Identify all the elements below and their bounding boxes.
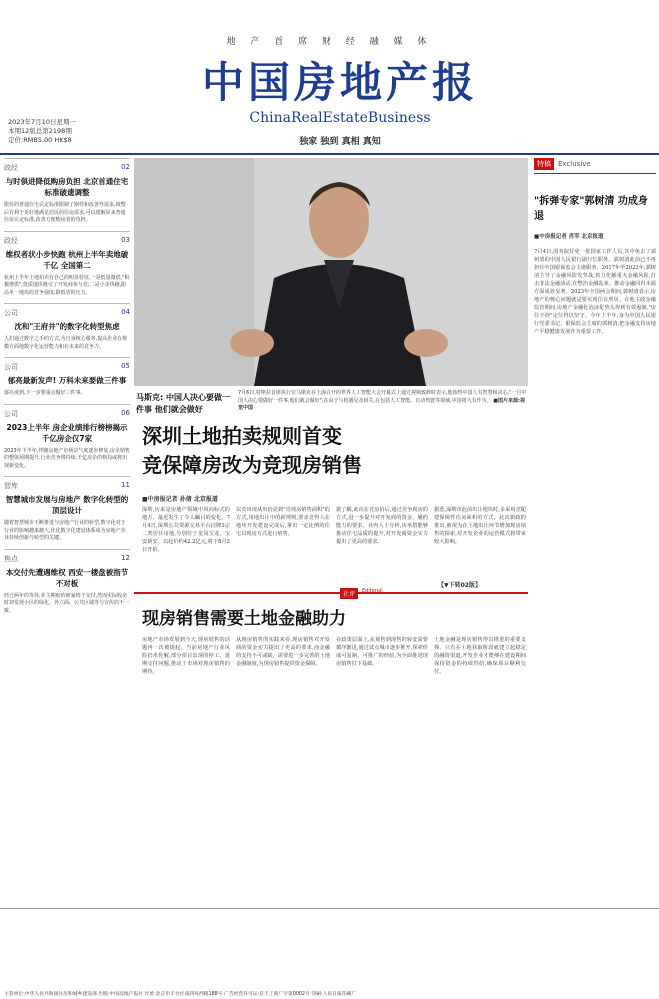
photo-caption-title: 马斯克: 中国人决心要做一件事 他们就会做好 [136,393,230,414]
footer-info: 主管单位:中华人民共和国住房和城乡建设部 出版:中国房地产报社 社址:北京市丰台区南四环西路188号 广告经营许可证:京丰工商广字第0002号 印刷:人民日报印刷厂 [4,992,357,997]
section-label: 政经 [4,236,18,245]
section-body: 杭州上半年土地拍卖有自己的明显特征,一是低量微供,"积极增供",优质地块吸引了开发商参与竞;二是小步快跑,限高单一地块的竞争强度,降低省的压力。 [4,274,130,296]
photo-credit: ■图片来源:视觉中国 [238,397,525,411]
left-column [4,158,130,621]
left-section[interactable] [4,158,130,225]
section-title: 智慧城市发展与房地产 数字化转型的顶层设计 [5,495,129,515]
page-number: 12 [121,553,130,562]
edition-number: 本期12版总第2198期 [8,127,72,135]
lead-column: 据了解,此次在竞房价后,通过竞争现房的方式,进一步提升对开发商的资金、履约能力的要求。业内人士分析,该举措能够推动住宅品质的提升,对开发商资金实力提出了更高的要求。 [336,507,428,545]
section-title: 郁亮最新发声! 万科未来要做三件事 [7,376,127,385]
exclusive-sub: Exclusive [558,160,591,168]
edition-info [8,118,76,145]
editorial-column: 在政策层面上,从预售到现售的转变需要循序渐进,通过试点城市逐步推开,探索形成可复制、可推广的经验,为全面推进现房销售打下基础。 [336,637,428,667]
page-number: 04 [121,308,130,316]
editorial-headline[interactable]: 现房销售需要土地金融助力 [142,609,346,629]
edition-date: 2023年7月10日星期一 [8,118,76,126]
section-label: 公司 [4,363,18,371]
page-number: 05 [121,362,130,370]
editorial-column: 土地金融是现房销售得以推进的重要支撑。只有在土地获取阶段就建立起稳定的融资渠道,开发企业才能够在建设期间保持资金的持续供给,确保项目顺利交付。 [434,637,526,675]
lead-column: 深圳,历来是房地产领域中风向标式的地方。最近发生了令人瞩目的变化。7月4日,深圳公共资源交易平台挂牌3宗二类居住用地,分别位于龙岗宝龙、宝安新安、以起价约42.2亿元,将于8月2日开拍。 [142,507,230,553]
section-label: 公司 [4,309,18,317]
section-title: 本交付先遭遇维权 西安一楼盘被指节不对板 [5,567,129,588]
section-title: 2023上半年 房企业绩排行榜榜揭示 千亿房企仅7家 [6,422,128,443]
exclusive-tag: 特稿 [534,158,554,170]
lead-column: 据悉,深圳市此前出让地块时,多采用竞配建保障性住房面积的方式。此次新政的推出,被视为在土地出让环节增加现房销售的探索,对开发企业的运营模式将带来较大影响。 [434,507,526,545]
section-label: 政经 [4,164,18,172]
masthead-slogan: 地 产 首 席 财 经 融 媒 体 [226,37,433,47]
left-section[interactable] [4,476,130,543]
section-body: 人们通过数字之手的方式,为自身核心服务,提高企业在规模方面地数字化运营能力和在未来的竞争力。 [4,336,128,350]
footer-band [0,908,659,988]
right-column [534,158,656,336]
lead-column: 以竞出现从出价竞到"竞现房销售面积"的方式,用地出让中的新规则,要求竞得人在地块开发建设完成后,拿出一定比例的住宅以现房方式进行销售。 [236,507,330,537]
section-title: 与时俱进降低购房负担 北京首通住宅标准破遗调整 [5,177,129,197]
lead-headline[interactable] [142,422,522,480]
page-number: 02 [121,163,130,171]
page-number: 03 [121,235,130,244]
section-label: 公司 [4,409,18,418]
caption-body: 7月6日,特斯拉首席执行官马斯克在上海召开的世界人工智能大会开幕式上通过视频致辞时表示,他始终中国人有智慧和决心,"一旦中国人决心要做好一件事,他们就会做好",在由于与机遇见及相关,在包括人工智能、自动驾驶等领域,中国将大有作为。 [238,390,527,404]
photo-caption-text [238,390,528,413]
edition-price: 定价:RMB5.00 HK$8 [8,136,72,144]
section-body: 郁亮谈到,下一步要重点做好三件事。 [4,390,86,396]
editorial-tag-sub: Editorial [362,588,383,594]
feature-body: 7月4日,国务院任免一批国家工作人员,其中免去了郭树清的中国人民银行副行长职务。郭树清此前已不再担任中国银保监会主席职务。2017年至2023年,郭树清主导了金融风险攻坚战,着力化解重大金融风险,打击非法金融活动,在整治金融乱象、推动金融回归本源方面成效显著。2023年全国两会期间,郭树清表示,房地产的核心问题就是要实现住有所居。在他主政金融监管期间,房地产金融化泡沫化势头得到有效遏制,"房住不炒"定位得以坚守。今年上半年,身为中国人民银行党委书记、银保监会主席的郭树清,把金融支持房地产平稳健康发展作为重要工作。 [534,249,656,335]
left-section[interactable] [4,231,130,298]
editorial-rule [134,592,528,594]
lead-photo [134,158,528,386]
left-section[interactable] [4,303,130,351]
left-section[interactable] [4,357,130,398]
section-label: 焦点 [4,554,18,563]
masthead-brand: 中国房地产报 [201,58,478,107]
section-title: 沈和"王府井"的数字化转型焦虑 [14,322,120,331]
masthead-brand-en: ChinaRealEstateBusiness [249,110,431,126]
page-number: 11 [121,481,130,489]
lead-byline: ■中房报记者 孙倩 北京报道 [142,496,218,503]
editorial-column: 房地产市场发展到今天,现房销售的话题再一次被提起。当前房地产行业风险仍未化解,部分项目出现的停工、延期交付问题,推动了市场对现房销售的期待。 [142,637,230,675]
portrait-illustration [134,158,528,386]
left-section[interactable] [4,549,130,616]
feature-byline: ■中房报记者 肖军 北京报道 [534,234,604,240]
section-title: 维权者状小步快跑 杭州上半年卖地破千亿 全国第二 [5,249,129,270]
section-label: 智库 [4,482,18,490]
section-body: 2023年下半年,伴随房地产市场景气度逐步修复,房企销售的整体预期提升,行业竞争将持续,千亿房企的格局或将出现新变化。 [4,447,130,469]
continued-note[interactable]: 【▼下转02版】 [438,582,481,589]
section-body: 经过两年的等待,业主期盼的新家终于交付,然而实际收房时却发现小区的绿化、外立面、公共区域等与宣传的不一致。 [4,592,130,614]
lead-headline-line2: 竞保障房改为竞现房销售 [142,453,362,477]
left-section[interactable] [4,404,130,471]
page-number: 06 [121,408,130,417]
masthead-motto: 独家 独到 真相 真知 [299,137,381,147]
feature-title[interactable]: "拆弹专家"郭树清 功成身退 [534,196,648,222]
exclusive-header [534,158,656,174]
section-body: 限价的普通住宅认定标准限制了刚性和改善性需求,调整后有利于更好地满足居民的住房需求,可以缓解原来普通住房认定标准,改善方便购房者的负担。 [4,202,126,223]
lead-headline-line1: 深圳土地拍卖规则首变 [142,424,342,448]
masthead-rule [0,153,659,155]
editorial-tag: 社评 [340,588,358,599]
editorial-column: 从现房销售的实践来看,现房销售对开发商的资金实力提出了更高的要求,而金融的支持不可或缺。需要进一步完善的土地金融制度,为现房销售提供资金保障。 [236,637,330,667]
section-body: 随着智慧城市不断推进与房地产行业的转型,数字化对于行业的影响越来越大,优化数字化建设体系成为房地产企业持续创新与转型的关键。 [4,520,126,541]
